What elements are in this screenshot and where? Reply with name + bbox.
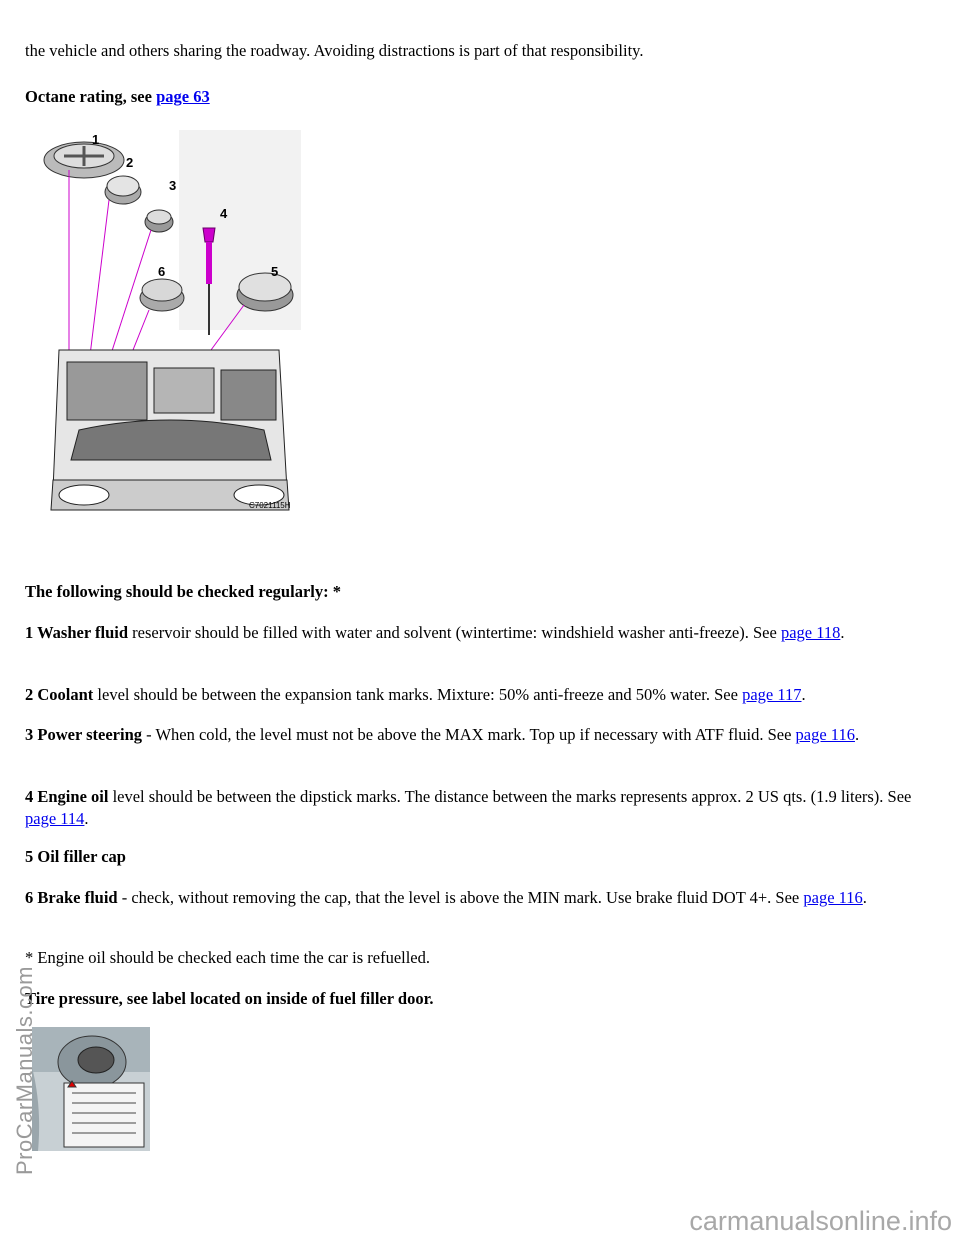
callout-4: 4 (220, 206, 228, 221)
callout-1: 1 (92, 132, 100, 147)
octane-page-link[interactable]: page 63 (156, 87, 210, 106)
fuel-door-figure (32, 1027, 150, 1151)
callout-2: 2 (126, 155, 134, 170)
figure-code: C7021115H (249, 501, 291, 510)
page-link[interactable]: page 117 (742, 685, 802, 704)
page-link[interactable]: page 116 (803, 888, 863, 907)
footnote: * Engine oil should be checked each time the car is refuelled. (25, 948, 431, 967)
list-item: 5 Oil filler cap (25, 847, 126, 866)
callout-5: 5 (271, 264, 279, 279)
engine-compartment-figure (39, 130, 301, 515)
callout-3: 3 (169, 178, 177, 193)
page-link[interactable]: page 118 (780, 623, 841, 642)
list-item: 4 Engine oil level should be between the dipstick marks. The distance between the marks represents approx. 2 US qts. (1.9 liters). See page 114. (25, 787, 912, 828)
intro-paragraph: the vehicle and others sharing the roadway. Avoiding distractions is part of that responsibility. (25, 41, 644, 60)
check-heading: The following should be checked regularly: * (25, 582, 341, 601)
octane-label: Octane rating, see (25, 87, 152, 106)
tire-heading: Tire pressure, see label located on inside of fuel filler door. (25, 989, 434, 1008)
watermark-carmanualsonline: carmanualsonline.info (689, 1206, 952, 1236)
page-link[interactable]: page 116 (795, 725, 855, 744)
list-item: 1 Washer fluid reservoir should be filled with water and solvent (wintertime: windshield washer anti-freeze). See page 118. (25, 623, 845, 642)
octane-line (25, 86, 943, 108)
list-item: 3 Power steering - When cold, the level must not be above the MAX mark. Top up if necessary with ATF fluid. See page 116. (25, 725, 860, 744)
fuel-door-image (32, 1027, 150, 1151)
list-item: 2 Coolant level should be between the expansion tank marks. Mixture: 50% anti-freeze and 50% water. See page 117. (25, 685, 806, 704)
page-link[interactable]: page 114 (25, 809, 85, 828)
list-item: 6 Brake fluid - check, without removing the cap, that the level is above the MIN mark. Use brake fluid DOT 4+. See page 116. (25, 888, 867, 907)
watermark-procarmanuals: ProCarManuals.com (12, 965, 37, 1175)
callout-6: 6 (158, 264, 166, 279)
